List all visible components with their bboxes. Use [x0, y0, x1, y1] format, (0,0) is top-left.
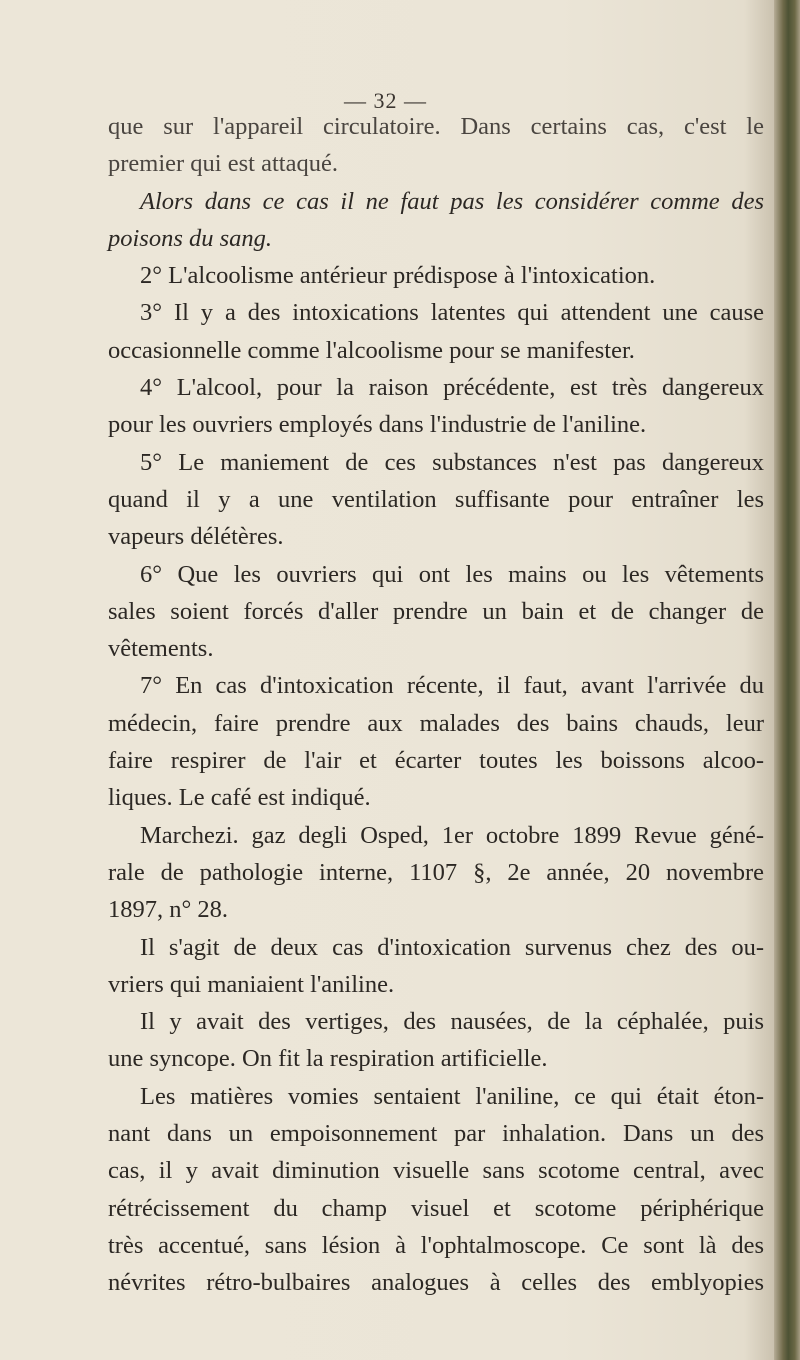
text-line: 2° L'alcoolisme antérieur prédispose à l'intoxication.	[140, 262, 656, 290]
text-line: très accentué, sans lésion à l'ophtalmoscope. Ce sont là des	[108, 1231, 764, 1259]
text-line: rale de pathologie interne, 1107 §, 2e année, 20 novembre	[108, 858, 764, 886]
text-line: pour les ouvriers employés dans l'industrie de l'aniline.	[108, 411, 647, 439]
text-line: vapeurs délétères.	[108, 523, 284, 551]
page-binding-edge	[774, 0, 800, 1360]
text-line: vêtements.	[108, 635, 214, 663]
text-line: névrites rétro-bulbaires analogues à celles des emblyopies	[108, 1269, 764, 1297]
text-line: Il y avait des vertiges, des nausées, de la céphalée, puis	[140, 1008, 764, 1036]
body-text	[108, 108, 764, 1302]
text-line: cas, il y avait diminution visuelle sans scotome central, avec	[108, 1157, 764, 1185]
text-line: rétrécissement du champ visuel et scotome périphérique	[108, 1194, 764, 1222]
page-number: — 32 —	[344, 88, 427, 113]
text-line: vriers qui maniaient l'aniline.	[108, 970, 395, 998]
text-line: premier qui est attaqué.	[108, 150, 338, 178]
text-line: faire respirer de l'air et écarter toutes les boissons alcoo-	[108, 747, 764, 775]
text-line: Marchezi. gaz degli Osped, 1er octobre 1899 Revue géné-	[140, 821, 764, 849]
text-line: 6° Que les ouvriers qui ont les mains ou les vêtements	[140, 560, 764, 588]
text-line: Il s'agit de deux cas d'intoxication survenus chez des ou-	[140, 933, 764, 961]
text-line: Les matières vomies sentaient l'aniline, ce qui était éton-	[140, 1082, 764, 1110]
text-line: 5° Le maniement de ces substances n'est pas dangereux	[140, 448, 764, 476]
text-line: 3° Il y a des intoxications latentes qui attendent une cause	[140, 299, 764, 327]
text-line-italic: poisons du sang.	[108, 224, 273, 252]
text-line: 7° En cas d'intoxication récente, il faut, avant l'arrivée du	[140, 672, 764, 700]
text-line: une syncope. On fit la respiration artificielle.	[108, 1045, 548, 1073]
text-line-italic: Alors dans ce cas il ne faut pas les considérer comme des	[140, 187, 764, 215]
text-line: 4° L'alcool, pour la raison précédente, est très dangereux	[140, 374, 764, 402]
text-line: médecin, faire prendre aux malades des bains chauds, leur	[108, 709, 764, 737]
text-line: liques. Le café est indiqué.	[108, 784, 371, 812]
text-line: que sur l'appareil circulatoire. Dans certains cas, c'est le	[108, 113, 764, 140]
text-line: quand il y a une ventilation suffisante pour entraîner les	[108, 485, 764, 513]
text-line: occasionnelle comme l'alcoolisme pour se manifester.	[108, 336, 635, 364]
text-line: nant dans un empoisonnement par inhalation. Dans un des	[108, 1120, 764, 1148]
text-line: sales soient forcés d'aller prendre un bain et de changer de	[108, 597, 764, 625]
text-line: 1897, n° 28.	[108, 896, 229, 924]
